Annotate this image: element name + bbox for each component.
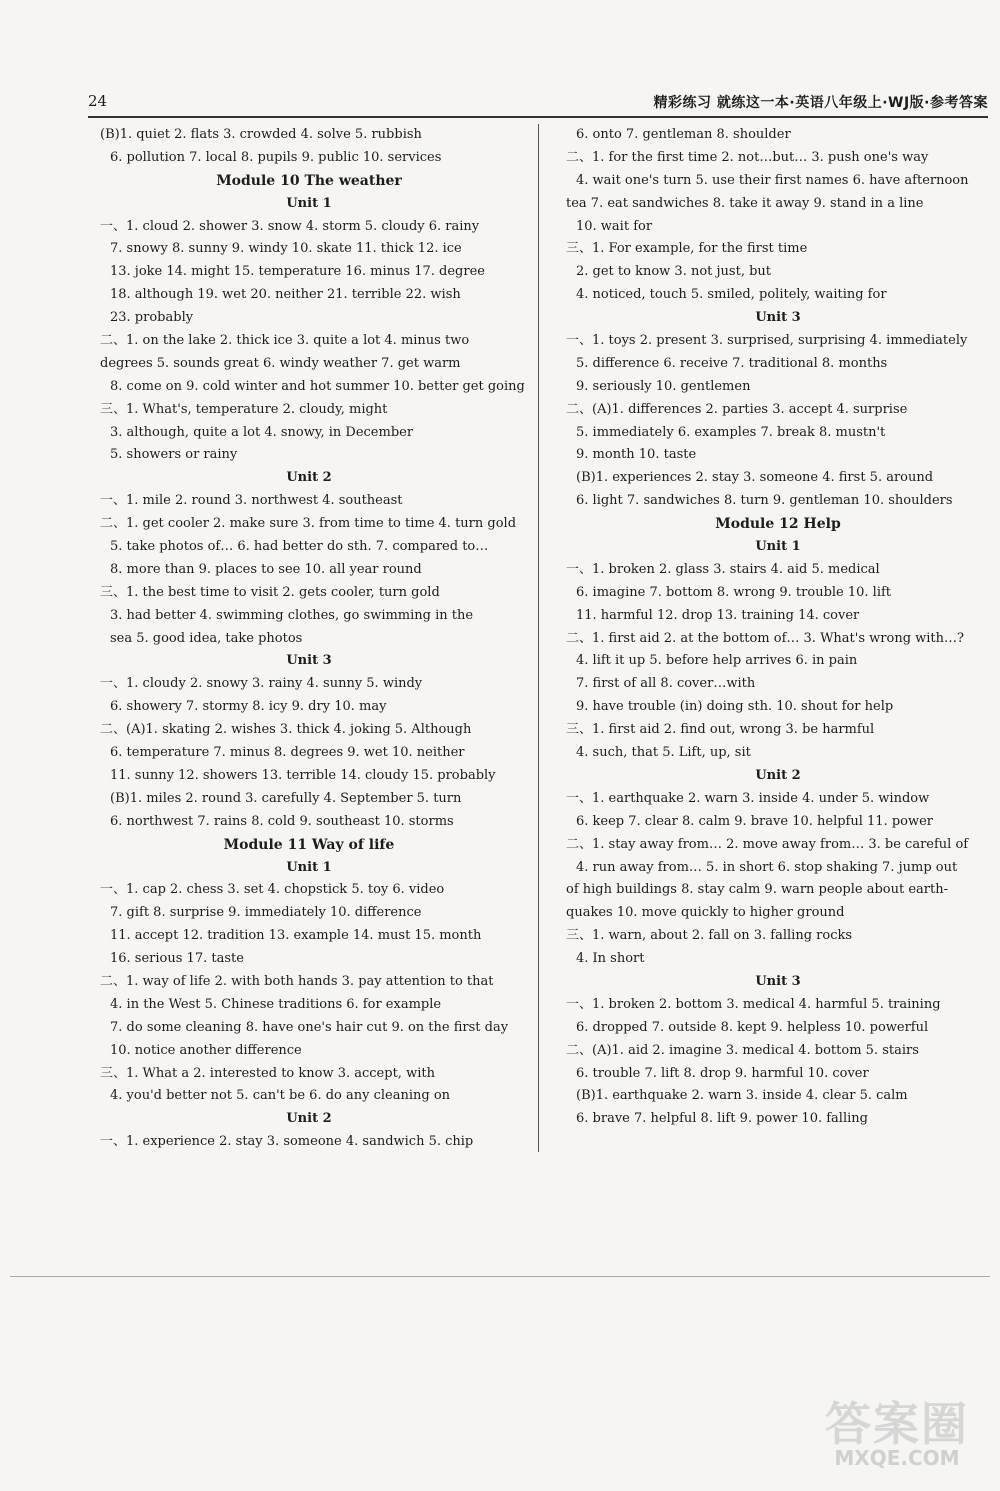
answer-line: 6. light 7. sandwiches 8. turn 9. gentleman 10. shoulders bbox=[576, 493, 953, 509]
answer-line: 11. harmful 12. drop 13. training 14. cover bbox=[576, 607, 860, 623]
answer-line: 4. noticed, touch 5. smiled, politely, waiting for bbox=[576, 287, 887, 303]
answer-line: 一、1. cloudy 2. snowy 3. rainy 4. sunny 5. windy bbox=[100, 676, 423, 692]
answer-line: 4. In short bbox=[576, 951, 645, 967]
answer-line: 3. although, quite a lot 4. snowy, in December bbox=[110, 424, 414, 440]
unit-heading: Unit 2 bbox=[286, 1111, 332, 1127]
answer-line: 13. joke 14. might 15. temperature 16. minus 17. degree bbox=[110, 264, 485, 280]
answer-line: 三、1. warn, about 2. fall on 3. falling rocks bbox=[566, 928, 853, 944]
answer-line: 三、1. What's, temperature 2. cloudy, might bbox=[100, 401, 388, 417]
right-column bbox=[566, 124, 990, 1131]
answer-line: 二、(A)1. skating 2. wishes 3. thick 4. joking 5. Although bbox=[100, 722, 472, 738]
answer-line: 8. come on 9. cold winter and hot summer 10. better get going bbox=[110, 378, 525, 394]
answer-line: 一、1. toys 2. present 3. surprised, surprising 4. immediately bbox=[566, 333, 968, 349]
answer-line: 5. take photos of… 6. had better do sth. 7. compared to… bbox=[110, 539, 489, 555]
answer-line: 6. brave 7. helpful 8. lift 9. power 10. falling bbox=[576, 1111, 868, 1127]
answer-line: 5. difference 6. receive 7. traditional 8. months bbox=[576, 355, 888, 371]
answer-line: 二、(A)1. aid 2. imagine 3. medical 4. bottom 5. stairs bbox=[566, 1042, 919, 1058]
answer-line: 23. probably bbox=[110, 310, 194, 326]
answer-line: of high buildings 8. stay calm 9. warn people about earth- bbox=[566, 882, 948, 898]
answer-line: 二、1. on the lake 2. thick ice 3. quite a lot 4. minus two bbox=[100, 333, 470, 349]
answer-line: 18. although 19. wet 20. neither 21. terrible 22. wish bbox=[110, 287, 461, 303]
answer-line: 一、1. experience 2. stay 3. someone 4. sandwich 5. chip bbox=[100, 1134, 474, 1150]
answer-line: 5. immediately 6. examples 7. break 8. mustn't bbox=[576, 424, 886, 440]
unit-heading: Unit 3 bbox=[286, 653, 332, 669]
answer-line: quakes 10. move quickly to higher ground bbox=[566, 905, 845, 921]
answer-line: 9. seriously 10. gentlemen bbox=[576, 378, 751, 394]
unit-heading: Unit 2 bbox=[755, 767, 801, 783]
answer-line: 6. onto 7. gentleman 8. shoulder bbox=[576, 127, 791, 142]
answer-line: 11. sunny 12. showers 13. terrible 14. cloudy 15. probably bbox=[110, 767, 496, 783]
answer-line: 一、1. broken 2. glass 3. stairs 4. aid 5. medical bbox=[566, 561, 880, 577]
watermark-logo bbox=[812, 1388, 982, 1478]
answer-line: 3. had better 4. swimming clothes, go swimming in the bbox=[110, 607, 474, 623]
answer-line: 6. dropped 7. outside 8. kept 9. helpless 10. powerful bbox=[576, 1019, 929, 1035]
answer-line: 一、1. cap 2. chess 3. set 4. chopstick 5. toy 6. video bbox=[100, 882, 445, 898]
answer-line: 6. showery 7. stormy 8. icy 9. dry 10. may bbox=[110, 699, 387, 715]
answer-line: 二、(A)1. differences 2. parties 3. accept 4. surprise bbox=[566, 401, 908, 417]
answer-line: 10. notice another difference bbox=[110, 1042, 302, 1058]
unit-heading: Unit 1 bbox=[286, 195, 332, 211]
answer-line: 二、1. first aid 2. at the bottom of… 3. What's wrong with…? bbox=[566, 630, 964, 646]
watermark-url: MXQE.COM bbox=[834, 1446, 960, 1470]
module-heading: Module 10 The weather bbox=[216, 172, 402, 189]
answer-line: 11. accept 12. tradition 13. example 14. must 15. month bbox=[110, 928, 482, 944]
answer-line: 6. keep 7. clear 8. calm 9. brave 10. helpful 11. power bbox=[576, 813, 934, 829]
answer-line: 二、1. for the first time 2. not…but… 3. push one's way bbox=[566, 149, 929, 165]
header-rule bbox=[88, 116, 988, 118]
module-heading: Module 11 Way of life bbox=[223, 836, 395, 853]
answer-line: 一、1. cloud 2. shower 3. snow 4. storm 5. cloudy 6. rainy bbox=[100, 218, 480, 234]
answer-line: 7. snowy 8. sunny 9. windy 10. skate 11. thick 12. ice bbox=[110, 241, 462, 257]
answer-line: 三、1. the best time to visit 2. gets cooler, turn gold bbox=[100, 584, 440, 600]
answer-line: degrees 5. sounds great 6. windy weather 7. get warm bbox=[100, 355, 461, 371]
answer-line: 三、1. first aid 2. find out, wrong 3. be harmful bbox=[566, 722, 875, 738]
answer-line: 16. serious 17. taste bbox=[110, 951, 244, 967]
answer-line: 6. temperature 7. minus 8. degrees 9. wet 10. neither bbox=[110, 745, 465, 761]
watermark-logo-text: 答案圈 bbox=[825, 1397, 969, 1451]
column-divider bbox=[538, 124, 539, 1152]
answer-line: 6. pollution 7. local 8. pupils 9. public 10. services bbox=[110, 149, 442, 165]
answer-line: 7. first of all 8. cover…with bbox=[576, 676, 756, 692]
answer-line: 9. have trouble (in) doing sth. 10. shout for help bbox=[576, 699, 894, 715]
answer-line: (B)1. earthquake 2. warn 3. inside 4. clear 5. calm bbox=[576, 1088, 908, 1104]
unit-heading: Unit 1 bbox=[286, 859, 332, 875]
answer-line: 三、1. For example, for the first time bbox=[566, 241, 808, 257]
answer-line: 4. such, that 5. Lift, up, sit bbox=[576, 745, 751, 761]
answer-line: 7. do some cleaning 8. have one's hair cut 9. on the first day bbox=[110, 1019, 509, 1035]
answer-line: 4. run away from… 5. in short 6. stop shaking 7. jump out bbox=[576, 859, 958, 875]
answer-line: 5. showers or rainy bbox=[110, 447, 238, 463]
answer-line: 4. you'd better not 5. can't be 6. do any cleaning on bbox=[110, 1088, 451, 1104]
left-column bbox=[100, 124, 525, 1154]
answer-line: 7. gift 8. surprise 9. immediately 10. difference bbox=[110, 905, 422, 921]
answer-line: 三、1. What a 2. interested to know 3. accept, with bbox=[100, 1065, 435, 1081]
answer-line: (B)1. quiet 2. flats 3. crowded 4. solve 5. rubbish bbox=[100, 127, 422, 142]
answer-line: 8. more than 9. places to see 10. all year round bbox=[110, 561, 422, 577]
answer-line: (B)1. experiences 2. stay 3. someone 4. first 5. around bbox=[576, 470, 934, 486]
answer-line: (B)1. miles 2. round 3. carefully 4. September 5. turn bbox=[110, 790, 462, 806]
answer-line: 4. wait one's turn 5. use their first names 6. have afternoon bbox=[576, 172, 969, 188]
answer-line: 二、1. way of life 2. with both hands 3. pay attention to that bbox=[100, 973, 494, 989]
unit-heading: Unit 3 bbox=[755, 310, 801, 326]
footer-rule bbox=[10, 1276, 990, 1277]
answer-line: 4. lift it up 5. before help arrives 6. in pain bbox=[576, 653, 858, 669]
answer-line: sea 5. good idea, take photos bbox=[110, 630, 303, 646]
page-header bbox=[88, 88, 988, 114]
answer-line: 一、1. earthquake 2. warn 3. inside 4. under 5. window bbox=[566, 790, 930, 806]
answer-line: 一、1. broken 2. bottom 3. medical 4. harmful 5. training bbox=[566, 996, 941, 1012]
answer-line: 9. month 10. taste bbox=[576, 447, 697, 463]
module-heading: Module 12 Help bbox=[715, 516, 841, 533]
answer-line: 6. northwest 7. rains 8. cold 9. southeast 10. storms bbox=[110, 813, 454, 829]
unit-heading: Unit 3 bbox=[755, 973, 801, 989]
answer-line: 二、1. get cooler 2. make sure 3. from time to time 4. turn gold bbox=[100, 516, 517, 532]
answer-line: 4. in the West 5. Chinese traditions 6. for example bbox=[110, 996, 442, 1012]
header-title: 精彩练习 就练这一本·英语八年级上·WJ版·参考答案 bbox=[653, 95, 988, 111]
answer-line: 6. imagine 7. bottom 8. wrong 9. trouble 10. lift bbox=[576, 584, 892, 600]
page-number: 24 bbox=[88, 92, 108, 110]
answer-line: tea 7. eat sandwiches 8. take it away 9. stand in a line bbox=[566, 195, 924, 211]
answer-line: 10. wait for bbox=[576, 218, 653, 234]
answer-line: 2. get to know 3. not just, but bbox=[576, 264, 771, 280]
answer-line: 6. trouble 7. lift 8. drop 9. harmful 10. cover bbox=[576, 1065, 869, 1081]
unit-heading: Unit 2 bbox=[286, 470, 332, 486]
unit-heading: Unit 1 bbox=[755, 539, 801, 555]
answer-line: 二、1. stay away from… 2. move away from… 3. be careful of bbox=[566, 836, 969, 852]
answer-line: 一、1. mile 2. round 3. northwest 4. southeast bbox=[100, 493, 403, 509]
